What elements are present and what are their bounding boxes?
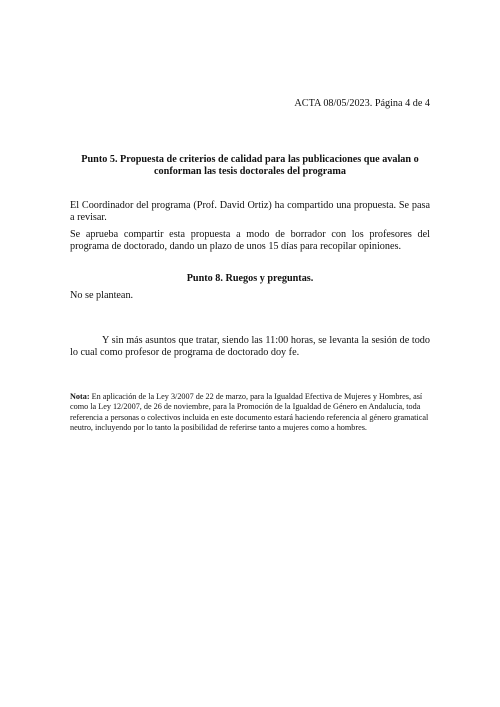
note-label: Nota:	[70, 392, 90, 401]
section-title-punto8: Punto 8. Ruegos y preguntas.	[186, 273, 314, 284]
page-header: ACTA 08/05/2023. Página 4 de 4	[294, 98, 430, 109]
paragraph-cierre: Y sin más asuntos que tratar, siendo las 11:00 horas, se levanta la sesión de todo lo cual como profesor de programa de doctorado doy fe.	[70, 335, 430, 359]
note-text: En aplicación de la Ley 3/2007 de 22 de marzo, para la Igualdad Efectiva de Mujeres y Hombres, así como la Ley 12/2007, de 26 de noviembre, para la Promoción de la Igualdad de Género en Andalucía, toda referencia a personas o colectivos incluida en este documento estará haciendo referencia al género gramatical neutro, incluyendo por lo tanto la posibilidad de referirse tanto a mujeres como a hombres.	[70, 392, 429, 432]
paragraph-aprobacion: Se aprueba compartir esta propuesta a modo de borrador con los profesores del programa de doctorado, dando un plazo de unos 15 días para recopilar opiniones.	[70, 229, 430, 253]
paragraph-ruegos: No se plantean.	[70, 290, 134, 301]
paragraph-coordinador: El Coordinador del programa (Prof. David Ortiz) ha compartido una propuesta. Se pasa a revisar.	[70, 200, 430, 224]
legal-note	[70, 392, 430, 433]
section-title-punto5: Punto 5. Propuesta de criterios de calidad para las publicaciones que avalan o conforman las tesis doctorales del programa	[81, 154, 419, 177]
